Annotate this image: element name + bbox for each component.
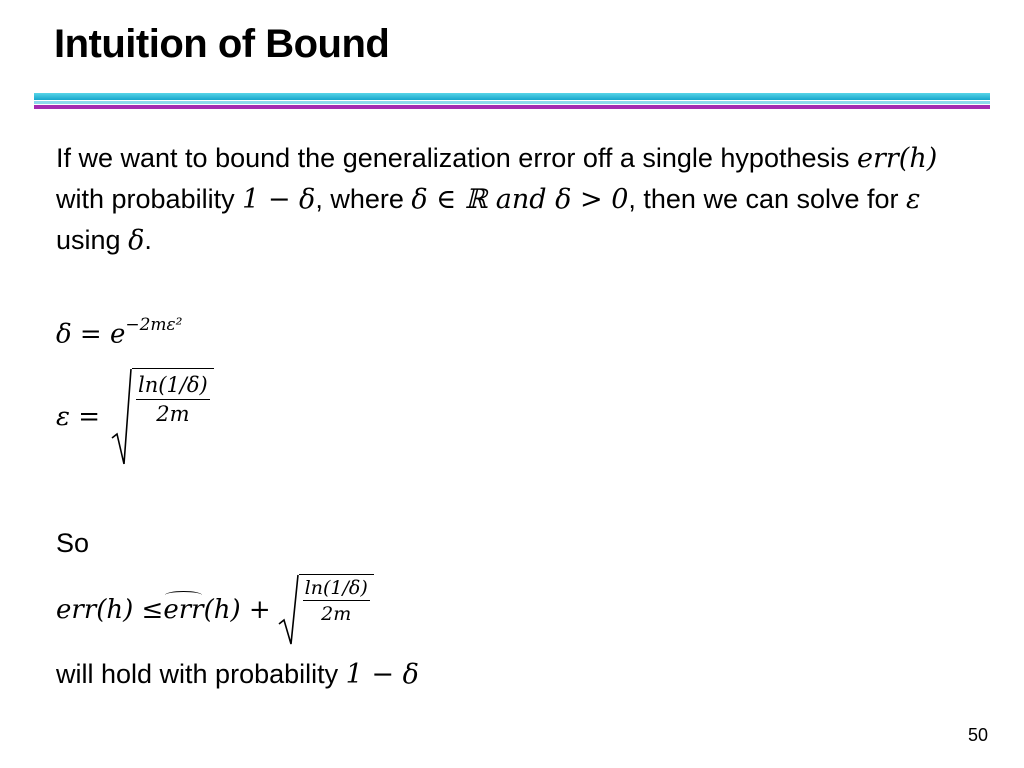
so-label: So — [56, 528, 90, 558]
intro-math-delta-domain: δ ∈ ℝ and δ > 0 — [411, 184, 629, 215]
title-divider-cyan — [34, 93, 990, 100]
bound-lhs: err(h) ≤ — [56, 595, 164, 625]
equation-bound — [56, 574, 374, 646]
intro-text-1: If we want to bound the generalization error off a single hypothesis — [56, 143, 857, 173]
intro-math-one-minus-delta: 1 − δ — [242, 184, 316, 215]
equation-delta-lhs: δ = e — [56, 319, 126, 350]
epsilon-fraction — [132, 368, 214, 466]
bound-fraction — [299, 574, 374, 646]
epsilon-denominator: 2m — [156, 402, 190, 426]
radical-icon — [110, 368, 132, 466]
equation-epsilon-lhs: ε = — [56, 402, 101, 432]
intro-text-3: , where — [315, 184, 412, 214]
radical-icon — [277, 574, 299, 646]
slide-title: Intuition of Bound — [54, 22, 390, 66]
conclusion-math: 1 − δ — [345, 659, 419, 690]
intro-text-2: with probability — [56, 184, 243, 214]
intro-math-epsilon: ε — [906, 184, 921, 215]
intro-text-4: , then we can solve for — [628, 184, 907, 214]
equation-epsilon — [56, 368, 214, 466]
sqrt-symbol-2 — [277, 574, 374, 646]
intro-paragraph — [56, 138, 956, 261]
intro-text-6: . — [144, 225, 152, 255]
equation-delta — [56, 315, 183, 350]
title-divider-purple — [34, 105, 990, 109]
page-number: 50 — [967, 725, 988, 745]
bound-numerator: ln(1/δ) — [304, 577, 368, 599]
intro-text-5: using — [56, 225, 129, 255]
conclusion-line — [56, 659, 419, 690]
epsilon-numerator: ln(1/δ) — [136, 369, 210, 400]
bound-empirical-err: err — [163, 595, 204, 625]
sqrt-symbol — [110, 368, 214, 466]
intro-math-err-h: err(h) — [857, 143, 938, 174]
bound-denominator: 2m — [321, 603, 352, 625]
conclusion-text: will hold with probability — [56, 659, 346, 689]
title-divider-light — [34, 101, 990, 104]
equation-delta-exponent: −2mε² — [125, 315, 183, 335]
intro-math-delta: δ — [128, 225, 145, 256]
bound-after-hat: (h) + — [203, 595, 271, 625]
